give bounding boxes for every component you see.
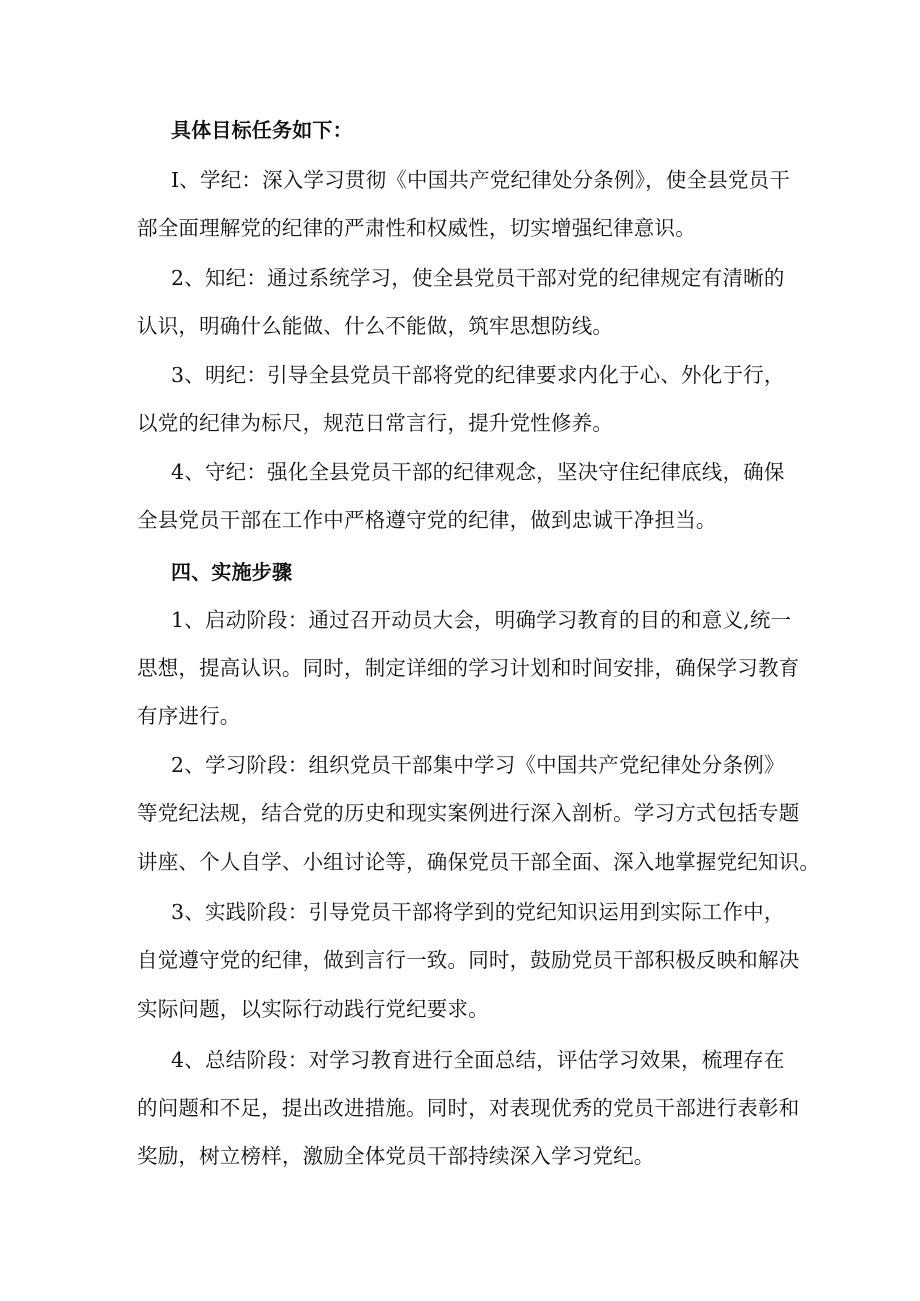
goal-2-line-1: 2、知纪：通过系统学习，使全县党员干部对党的纪律规定有清晰的 (171, 266, 785, 290)
goal-4-line-2: 全县党员干部在工作中严格遵守党的纪律，做到忠诚干净担当。 (137, 508, 717, 532)
goal-4-line-1: 4、守纪：强化全县党员干部的纪律观念，坚决守住纪律底线，确保 (171, 460, 785, 484)
step-3-line-2: 自觉遵守党的纪律，做到言行一致。同时，鼓励党员干部积极反映和解决 (137, 948, 800, 972)
goal-1-line-2: 部全面理解党的纪律的严肃性和权威性，切实增强纪律意识。 (137, 216, 696, 240)
step-2-line-3: 讲座、个人自学、小组讨论等，确保党员干部全面、深入地掌握党纪知识。 (137, 850, 821, 874)
step-4-line-2: 的问题和不足，提出改进措施。同时，对表现优秀的党员干部进行表彰和 (137, 1096, 800, 1120)
step-2-line-1: 2、学习阶段：组织党员干部集中学习《中国共产党纪律处分条例》 (171, 753, 785, 777)
step-4-line-1: 4、总结阶段：对学习教育进行全面总结，评估学习效果，梳理存在 (171, 1048, 785, 1072)
step-2-line-2: 等党纪法规，结合党的历史和现实案例进行深入剖析。学习方式包括专题 (137, 801, 800, 825)
step-3-line-1: 3、实践阶段：引导党员干部将学到的党纪知识运用到实际工作中， (171, 900, 785, 924)
step-3-line-3: 实际问题，以实际行动践行党纪要求。 (137, 997, 489, 1021)
step-1-line-2: 思想，提高认识。同时，制定详细的学习计划和时间安排，确保学习教育 (137, 656, 800, 680)
step-4-line-3: 奖励，树立榜样，激励全体党员干部持续深入学习党纪。 (137, 1144, 655, 1168)
goals-heading: 具体目标任务如下： (171, 118, 353, 142)
goal-3-line-2: 以党的纪律为标尺，规范日常言行，提升党性修养。 (137, 411, 614, 435)
steps-heading: 四、实施步骤 (171, 560, 293, 584)
goal-1-line-1: I、学纪：深入学习贯彻《中国共产党纪律处分条例》，使全县党员干 (171, 168, 791, 192)
step-1-line-3: 有序进行。 (137, 704, 241, 728)
step-1-line-1: 1、启动阶段：通过召开动员大会，明确学习教育的目的和意义,统一 (171, 608, 792, 632)
goal-2-line-2: 认识，明确什么能做、什么不能做，筑牢思想防线。 (137, 314, 614, 338)
goal-3-line-1: 3、明纪：引导全县党员干部将党的纪律要求内化于心、外化于行， (171, 363, 785, 387)
